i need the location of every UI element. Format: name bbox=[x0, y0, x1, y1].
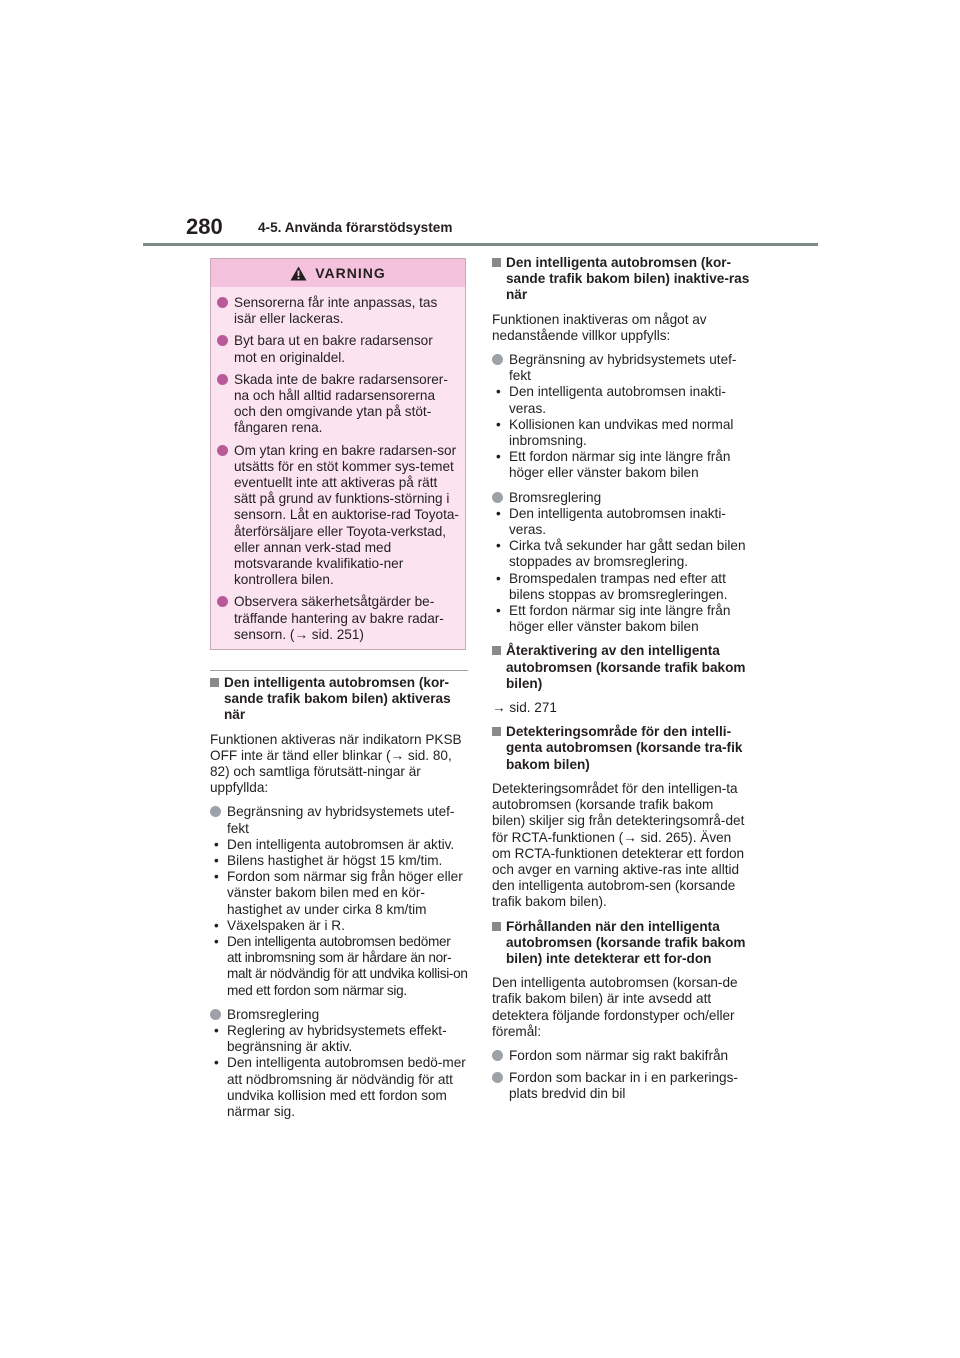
section-heading bbox=[492, 643, 750, 692]
section-heading bbox=[210, 675, 468, 724]
warning-item-text: Skada inte de bakre radarsensorer-na och håll alltid radarsensorerna och den omgivande ytan på stöt-fångaren rena. bbox=[234, 371, 448, 436]
condition-group bbox=[492, 352, 750, 482]
bullet-dot-icon bbox=[210, 806, 221, 817]
bullet-dot-icon bbox=[217, 445, 228, 456]
condition-group bbox=[492, 490, 750, 636]
list-item: • Bromspedalen trampas ned efter att bilens stoppas av bromsregleringen. bbox=[492, 571, 750, 603]
warning-item bbox=[217, 443, 459, 589]
group-title-text: Bromsreglering bbox=[509, 489, 602, 505]
section-heading-text: Den intelligenta autobromsen (kor-sande trafik bakom bilen) inaktive-ras när bbox=[506, 255, 750, 303]
list-item: • Den intelligenta autobromsen inakti-veras. bbox=[492, 506, 750, 538]
list-item: • Kollisionen kan undvikas med normal inbromsning. bbox=[492, 417, 750, 449]
warning-item bbox=[217, 333, 459, 365]
list-item bbox=[492, 1048, 750, 1064]
list-item bbox=[492, 1070, 750, 1102]
warning-item bbox=[217, 372, 459, 437]
header-rule bbox=[143, 243, 818, 246]
bullet-dot-icon bbox=[492, 354, 503, 365]
group-title bbox=[492, 352, 750, 384]
bullet-dot-icon bbox=[217, 297, 228, 308]
list-item: • Reglering av hybridsystemets effekt-begränsning är aktiv. bbox=[210, 1023, 468, 1055]
bullet-dot-icon bbox=[210, 1009, 221, 1020]
warning-title: VARNING bbox=[315, 264, 386, 281]
list-item: • Den intelligenta autobromsen inakti-veras. bbox=[492, 384, 750, 416]
heading-square-icon bbox=[492, 727, 501, 736]
warning-item bbox=[217, 295, 459, 327]
group-title bbox=[210, 804, 468, 836]
warning-item-text: Om ytan kring en bakre radarsen-sor utsätts för en stöt kommer sys-temet eventuellt inte att aktiveras på rätt sätt på grund av funktions-störning i sensorn. Låt en auktorise-rad Toyota-återförsäljare eller Toyota-verkstad, eller annan verk-stad med motsvarande kvalifikatio-ner kontrollera bilen. bbox=[234, 442, 459, 588]
warning-header bbox=[211, 259, 465, 287]
warning-box bbox=[210, 258, 466, 650]
condition-list bbox=[210, 837, 468, 999]
list-item: • Bilens hastighet är högst 15 km/tim. bbox=[210, 853, 468, 869]
list-item-text: Fordon som backar in i en parkerings-plats bredvid din bil bbox=[509, 1070, 738, 1102]
heading-square-icon bbox=[492, 258, 501, 267]
list-item-text: Fordon som närmar sig rakt bakifrån bbox=[509, 1047, 729, 1063]
warning-triangle-icon bbox=[290, 266, 307, 281]
list-item: • Den intelligenta autobromsen är aktiv. bbox=[210, 837, 468, 853]
body-paragraph: Detekteringsområdet för den intelligen-ta autobromsen (korsande trafik bakom bilen) skiljer sig från detekteringsområ-det för RCTA-funktionen (→ sid. 265). Även om RCTA-funktionen detekterar ett fordon och avger en varning aktive-ras inte alltid den intelligenta autobrom-sen (korsande trafik bakom bilen). bbox=[492, 780, 745, 910]
bullet-dot-icon bbox=[492, 492, 503, 503]
list-item: • Fordon som närmar sig från höger eller vänster bakom bilen med en kör-hastighet av under cirka 8 km/tim bbox=[210, 869, 468, 918]
section-heading-text: Den intelligenta autobromsen (kor-sande trafik bakom bilen) aktiveras när bbox=[224, 675, 451, 723]
condition-list bbox=[492, 506, 750, 636]
page-reference: → sid. 271 bbox=[492, 700, 557, 716]
right-column bbox=[492, 255, 750, 1109]
heading-square-icon bbox=[210, 678, 219, 687]
list-item: • Ett fordon närmar sig inte längre från höger eller vänster bakom bilen bbox=[492, 449, 750, 481]
list-item: • Den intelligenta autobromsen bedömer att inbromsning som är hårdare än nor-malt är nödvändig för att undvika kollisi-on med ett fordon som närmar sig. bbox=[210, 934, 468, 999]
section-heading-text: Förhållanden när den intelligenta autobromsen (korsande trafik bakom bilen) inte detekterar ett for-don bbox=[506, 918, 746, 966]
condition-list bbox=[210, 1023, 468, 1120]
list-item: • Cirka två sekunder har gått sedan bilen stoppades av bromsreglering. bbox=[492, 538, 750, 570]
bullet-dot-icon bbox=[492, 1050, 503, 1061]
body-paragraph: Den intelligenta autobromsen (korsan-de trafik bakom bilen) är inte avsedd att detektera följande fordonstyper och/eller föremål: bbox=[492, 975, 738, 1039]
section-heading bbox=[492, 255, 750, 304]
bullet-dot-icon bbox=[492, 1072, 503, 1083]
condition-list bbox=[492, 384, 750, 481]
list-item: • Den intelligenta autobromsen bedö-mer att nödbromsning är nödvändig för att undvika kollision med ett fordon som närmar sig. bbox=[210, 1055, 468, 1120]
section-heading-text: Detekteringsområde för den intelli-genta autobromsen (korsande tra-fik bakom bilen) bbox=[506, 724, 743, 772]
bullet-dot-icon bbox=[217, 335, 228, 346]
list-item: • Ett fordon närmar sig inte längre från höger eller vänster bakom bilen bbox=[492, 603, 750, 635]
group-title bbox=[492, 490, 750, 506]
group-title-text: Begränsning av hybridsystemets utef-fekt bbox=[509, 352, 737, 384]
section-title: 4-5. Använda förarstödsystem bbox=[258, 220, 453, 235]
heading-square-icon bbox=[492, 922, 501, 931]
warning-item-text: Sensorerna får inte anpassas, tas isär eller lackeras. bbox=[234, 295, 438, 327]
warning-item bbox=[217, 594, 459, 643]
condition-group bbox=[210, 804, 468, 998]
left-column bbox=[210, 670, 468, 1128]
list-item: • Växelspaken är i R. bbox=[210, 918, 468, 934]
group-title-text: Bromsreglering bbox=[227, 1006, 320, 1022]
section-heading bbox=[492, 919, 750, 968]
warning-item-text: Observera säkerhetsåtgärder be-träffande hantering av bakre radar-sensorn. (→ sid. 251) bbox=[234, 594, 444, 642]
group-title-text: Begränsning av hybridsystemets utef-fekt bbox=[227, 804, 455, 836]
heading-square-icon bbox=[492, 646, 501, 655]
section-heading bbox=[492, 724, 750, 773]
group-title bbox=[210, 1007, 468, 1023]
section-heading-text: Återaktivering av den intelligenta autobromsen (korsande trafik bakom bilen) bbox=[506, 643, 746, 691]
bullet-dot-icon bbox=[217, 374, 228, 385]
page-number: 280 bbox=[186, 214, 223, 239]
warning-item-text: Byt bara ut en bakre radarsensor mot en originaldel. bbox=[234, 333, 433, 365]
bullet-dot-icon bbox=[217, 596, 228, 607]
condition-group bbox=[210, 1007, 468, 1120]
warning-body bbox=[211, 287, 465, 643]
intro-paragraph: Funktionen aktiveras när indikatorn PKSB OFF inte är tänd eller blinkar (→ sid. 80, 82) och samtliga förutsätt-ningar är uppfyllda: bbox=[210, 731, 462, 796]
intro-paragraph: Funktionen inaktiveras om något av nedanstående villkor uppfylls: bbox=[492, 311, 707, 343]
